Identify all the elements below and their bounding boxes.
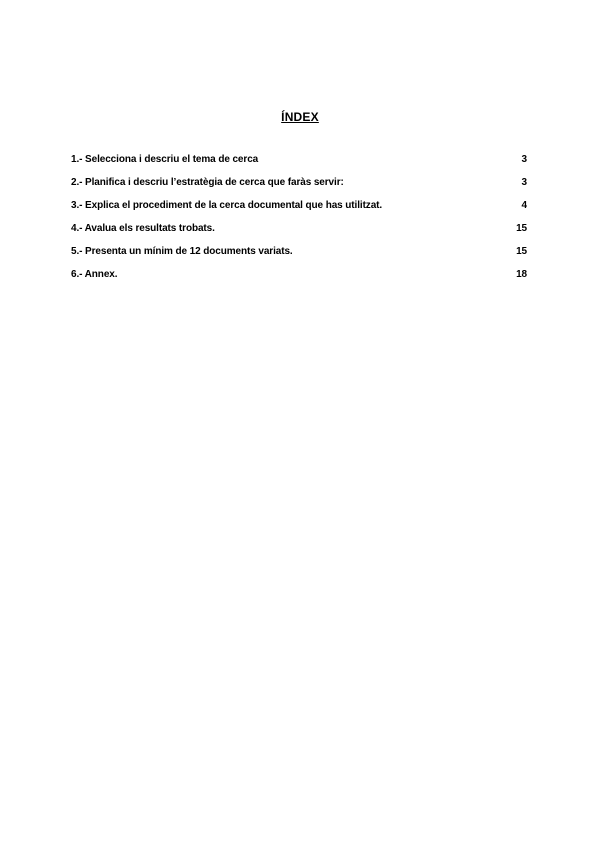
- toc-entry-label: 5.- Presenta un mínim de 12 documents variats.: [71, 246, 293, 257]
- toc-entry-page: 18: [516, 269, 527, 280]
- table-of-contents: [71, 154, 527, 292]
- toc-entry-4: [71, 223, 527, 246]
- toc-entry-label: 3.- Explica el procediment de la cerca documental que has utilitzat.: [71, 200, 383, 211]
- toc-entry-label: 4.- Avalua els resultats trobats.: [71, 223, 215, 234]
- toc-entry-page: 3: [521, 177, 527, 188]
- index-title: ÍNDEX: [281, 110, 319, 124]
- toc-entry-page: 3: [521, 154, 527, 165]
- toc-entry-page: 15: [516, 223, 527, 234]
- toc-entry-1: [71, 154, 527, 177]
- toc-entry-label: 6.- Annex.: [71, 269, 118, 280]
- toc-entry-label: 1.- Selecciona i descriu el tema de cerca: [71, 154, 259, 165]
- toc-entry-6: [71, 269, 527, 292]
- toc-entry-page: 15: [516, 246, 527, 257]
- toc-entry-5: [71, 246, 527, 269]
- toc-entry-3: [71, 200, 527, 223]
- toc-entry-page: 4: [521, 200, 527, 211]
- toc-entry-label: 2.- Planifica i descriu l’estratègia de cerca que faràs servir:: [71, 177, 344, 188]
- toc-entry-2: [71, 177, 527, 200]
